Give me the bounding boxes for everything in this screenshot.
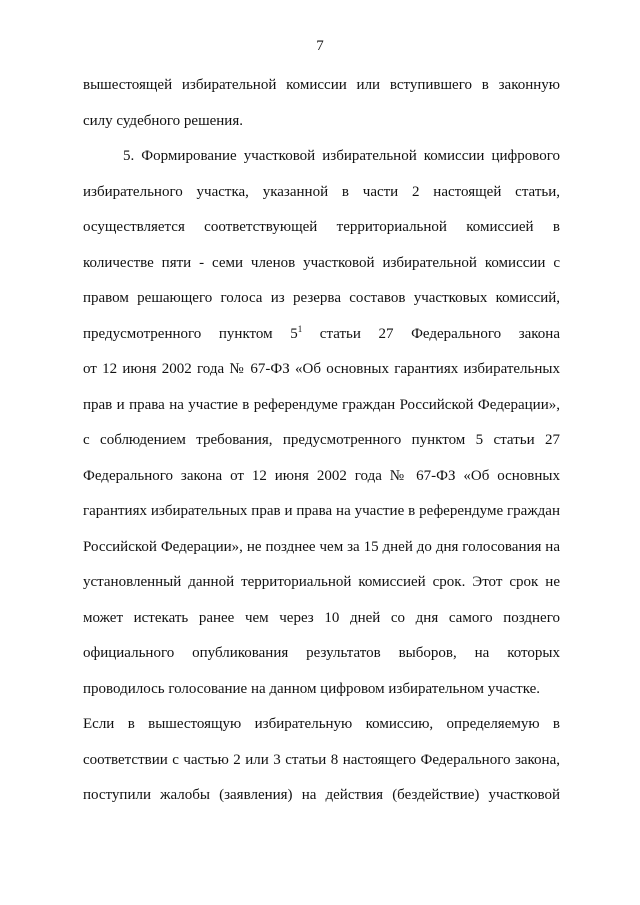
text-line: проводилось голосование на данном цифровом избирательном участке. (83, 680, 541, 697)
text-line: может истекать ранее чем через 10 дней со дня самого позднего (83, 609, 560, 626)
footnote-line-after: статьи 27 Федерального закона (302, 325, 560, 342)
text-line: правом решающего голоса из резерва составов участковых комиссий, (83, 290, 560, 306)
text-line: Федерального закона от 12 июня 2002 года № 67-ФЗ «Об основных (83, 467, 560, 484)
body-text (83, 72, 560, 818)
text-line: осуществляется соответствующей территориальной комиссией в (83, 219, 560, 235)
text-line: официального опубликования результатов выборов, на которых (83, 645, 560, 661)
text-line: Российской Федерации», не позднее чем за 15 дней до дня голосования на (83, 538, 560, 555)
text-line: количестве пяти - семи членов участковой избирательной комиссии с (83, 254, 560, 271)
page-number: 7 (316, 38, 324, 54)
superscript-mark: 1 (297, 323, 303, 334)
text-line: с соблюдением требования, предусмотренного пунктом 5 статьи 27 (83, 432, 560, 448)
text-line: избирательного участка, указанной в части 2 настоящей статьи, (83, 183, 560, 200)
text-line: установленный данной территориальной комиссией срок. Этот срок не (83, 574, 560, 590)
text-line: поступили жалобы (заявления) на действия (бездействие) участковой (83, 787, 560, 803)
text-line: соответствии с частью 2 или 3 статьи 8 настоящего Федерального закона, (83, 751, 560, 768)
text-line: Если в вышестоящую избирательную комиссию, определяемую в (83, 716, 560, 732)
text-line: от 12 июня 2002 года № 67-ФЗ «Об основных гарантиях избирательных (83, 361, 560, 377)
footnote-line-before: предусмотренного пунктом 5 (83, 325, 298, 342)
paragraph-start-line: 5. Формирование участковой избирательной комиссии цифрового (123, 148, 560, 164)
text-line: вышестоящей избирательной комиссии или вступившего в законную (83, 77, 560, 93)
text-line: силу судебного решения. (83, 112, 243, 129)
text-line: прав и права на участие в референдуме граждан Российской Федерации», (83, 396, 560, 413)
footnote-reference-line (83, 321, 560, 357)
text-line: гарантиях избирательных прав и права на участие в референдуме граждан (83, 503, 560, 519)
